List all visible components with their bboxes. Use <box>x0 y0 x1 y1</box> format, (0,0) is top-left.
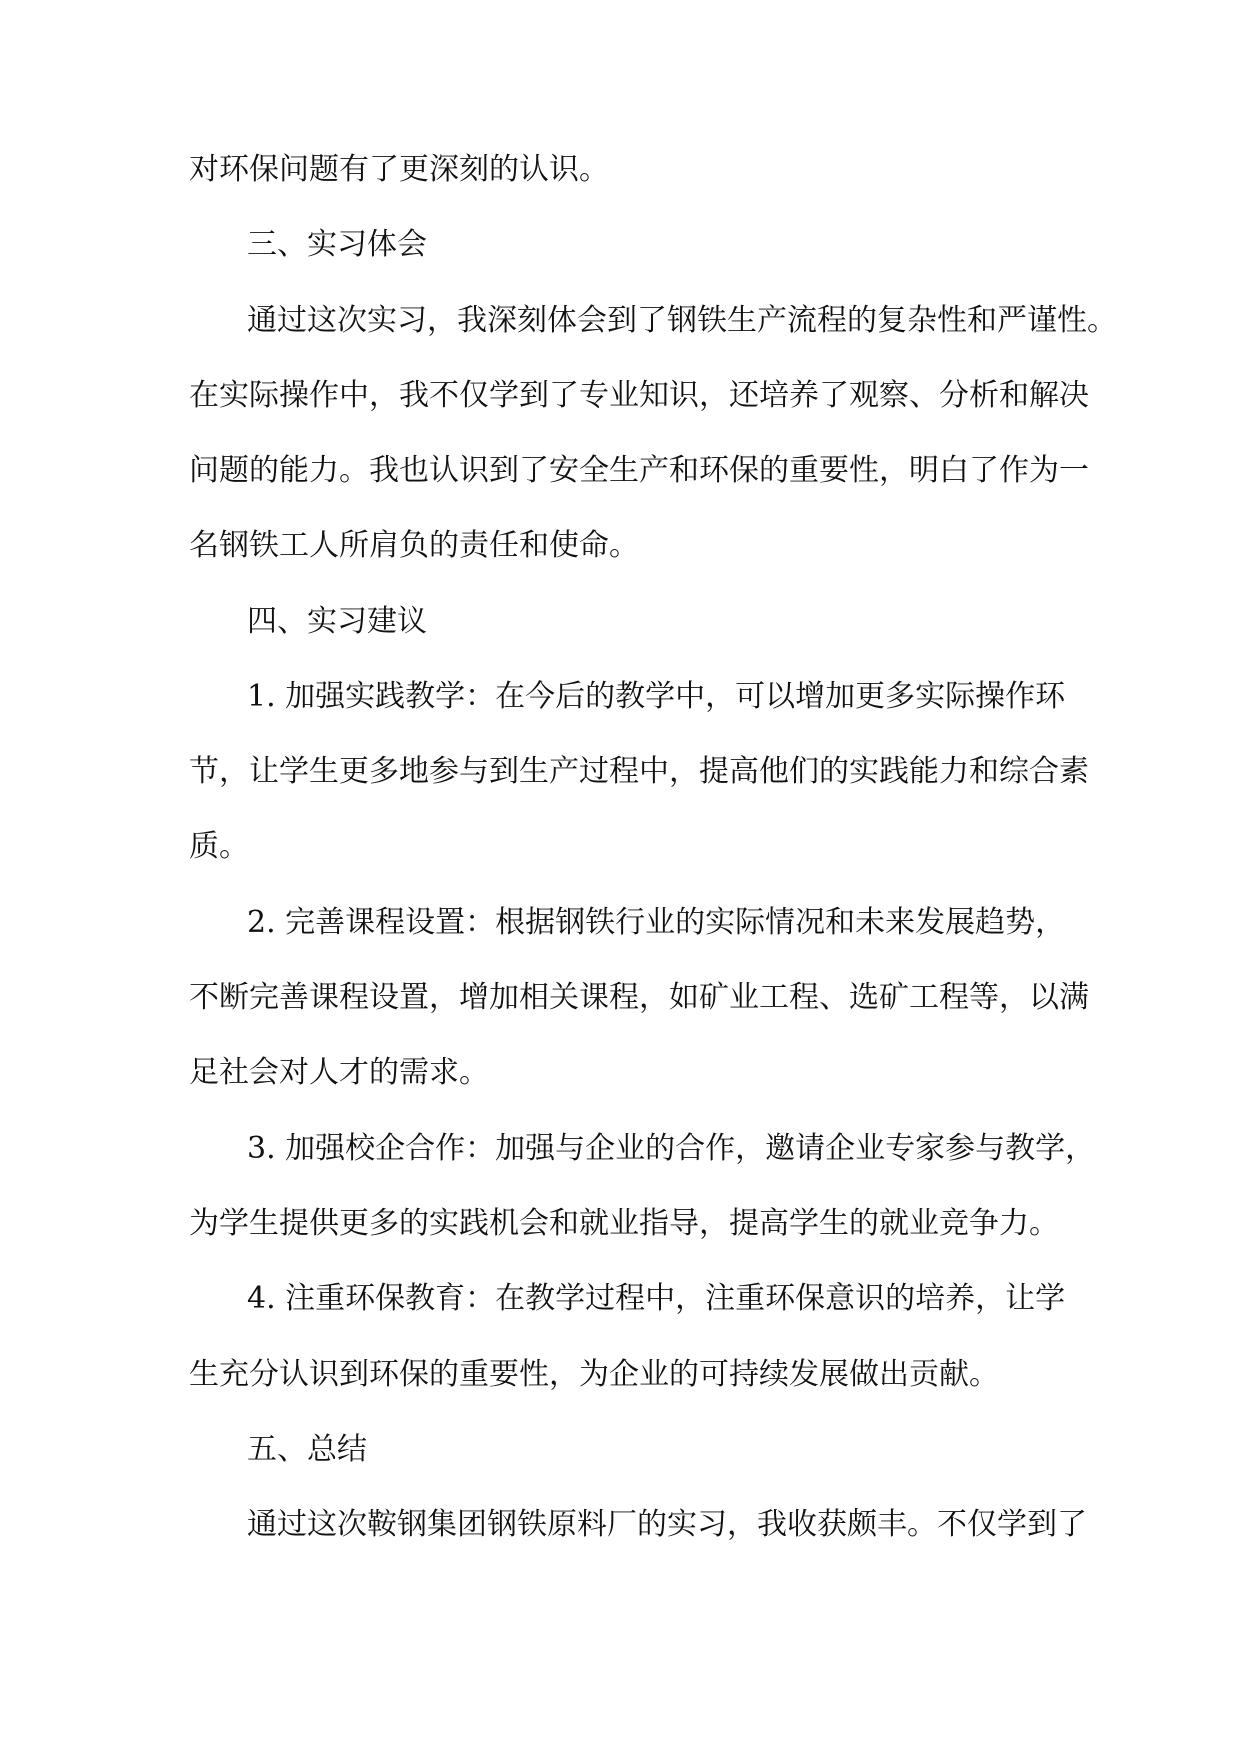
text-line: 质。 <box>189 829 249 864</box>
text-line: 不断完善课程设置，增加相关课程，如矿业工程、选矿工程等，以满 <box>189 980 1089 1015</box>
section-heading: 五、总结 <box>247 1432 367 1467</box>
section-heading: 四、实习建议 <box>247 604 427 639</box>
list-item-line: 3. 加强校企合作：加强与企业的合作，邀请企业专家参与教学， <box>247 1131 1096 1166</box>
list-item-line: 4. 注重环保教育：在教学过程中，注重环保意识的培养，让学 <box>247 1281 1066 1316</box>
text-line: 在实际操作中，我不仅学到了专业知识，还培养了观察、分析和解决 <box>189 378 1089 413</box>
text-line: 对环保问题有了更深刻的认识。 <box>189 152 609 187</box>
text-line: 节，让学生更多地参与到生产过程中，提高他们的实践能力和综合素 <box>189 754 1089 789</box>
section-heading: 三、实习体会 <box>247 227 427 262</box>
text-line: 足社会对人才的需求。 <box>189 1055 489 1090</box>
list-item-line: 2. 完善课程设置：根据钢铁行业的实际情况和未来发展趋势， <box>247 905 1066 940</box>
text-line: 通过这次实习，我深刻体会到了钢铁生产流程的复杂性和严谨性。 <box>247 303 1117 338</box>
text-line: 生充分认识到环保的重要性，为企业的可持续发展做出贡献。 <box>189 1357 999 1392</box>
text-line: 问题的能力。我也认识到了安全生产和环保的重要性，明白了作为一 <box>189 453 1089 488</box>
text-line: 名钢铁工人所肩负的责任和使命。 <box>189 528 639 563</box>
text-line: 通过这次鞍钢集团钢铁原料厂的实习，我收获颇丰。不仅学到了 <box>247 1507 1087 1542</box>
text-line: 为学生提供更多的实践机会和就业指导，提高学生的就业竞争力。 <box>189 1206 1059 1241</box>
list-item-line: 1. 加强实践教学：在今后的教学中，可以增加更多实际操作环 <box>247 679 1066 714</box>
